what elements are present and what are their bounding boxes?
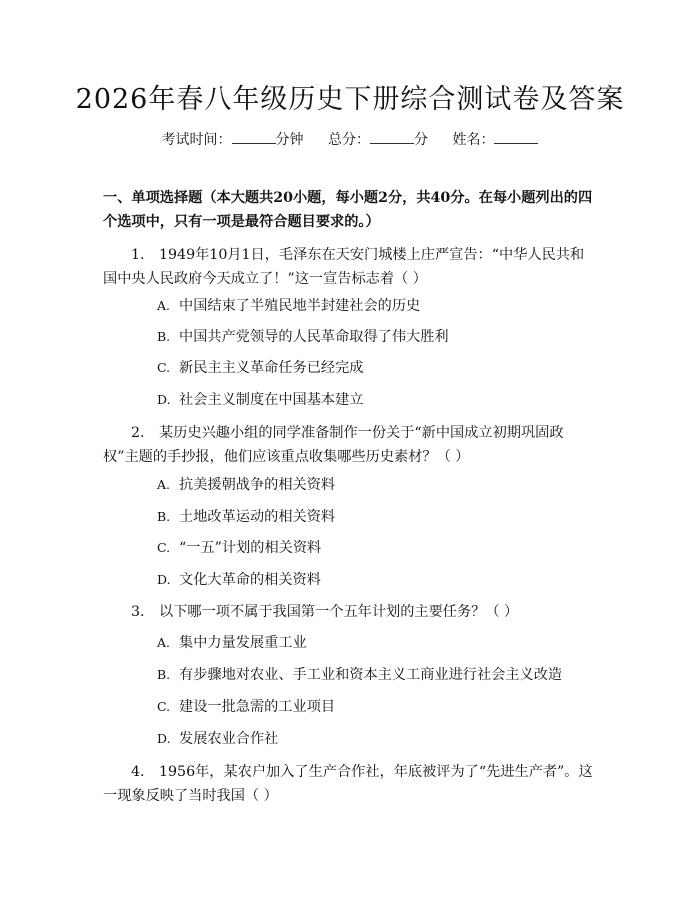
student-name-blank: [494, 131, 538, 144]
option-3c: [157, 697, 335, 717]
option-3a: [157, 633, 307, 653]
exam-time-unit: 分钟: [275, 132, 304, 148]
option-2c: [157, 538, 321, 558]
option-text: 发展农业合作社: [179, 731, 279, 747]
question-number: 4.: [131, 764, 145, 780]
option-text: 建设一批急需的工业项目: [179, 699, 336, 715]
option-letter: A.: [157, 477, 171, 492]
total-score-field: [328, 130, 428, 150]
option-text: 集中力量发展重工业: [179, 635, 307, 651]
exam-time-label: 考试时间：: [161, 132, 232, 148]
question-2: [103, 421, 597, 469]
question-1: [103, 243, 597, 291]
option-letter: B.: [157, 509, 171, 524]
option-text: 土地改革运动的相关资料: [179, 509, 336, 525]
option-letter: D.: [157, 731, 171, 746]
option-2a: [157, 475, 335, 495]
option-3b: [157, 665, 562, 685]
total-score-blank: [370, 131, 414, 144]
option-letter: C.: [157, 360, 171, 375]
question-number: 2.: [131, 425, 145, 441]
option-text: 中国结束了半殖民地半封建社会的历史: [179, 298, 421, 314]
section-heading: 一、单项选择题（本大题共20小题，每小题2分，共40分。在每小题列出的四个选项中，只有一项是最符合题目要求的。）: [103, 190, 593, 230]
option-1d: [157, 390, 363, 410]
question-text: 以下哪一项不属于我国第一个五年计划的主要任务？（ ）: [159, 604, 519, 620]
option-letter: C.: [157, 699, 171, 714]
option-letter: A.: [157, 298, 171, 313]
total-score-unit: 分: [414, 132, 428, 148]
exam-time-field: [162, 130, 304, 150]
question-number: 1.: [131, 247, 145, 263]
option-letter: D.: [157, 392, 171, 407]
student-name-field: [452, 130, 538, 150]
page-title: 2026年春八年级历史下册综合测试卷及答案: [75, 84, 625, 115]
option-2d: [157, 570, 321, 590]
question-number: 3.: [131, 604, 145, 620]
question-3: [103, 600, 597, 624]
exam-time-blank: [232, 131, 276, 144]
option-letter: A.: [157, 635, 171, 650]
question-text: 1956年，某农户加入了生产合作社，年底被评为了“先进生产者”。这一现象反映了当时我国（ ）: [103, 764, 593, 804]
student-name-label: 姓名：: [452, 132, 495, 148]
question-text: 某历史兴趣小组的同学准备制作一份关于“新中国成立初期巩固政权”主题的手抄报，他们应该重点收集哪些历史素材？（ ）: [103, 425, 564, 465]
option-1a: [157, 296, 420, 316]
option-letter: B.: [157, 667, 171, 682]
question-4: [103, 760, 597, 808]
option-1b: [157, 327, 449, 347]
option-3d: [157, 729, 278, 749]
option-1c: [157, 358, 363, 378]
option-text: 文化大革命的相关资料: [179, 572, 321, 588]
option-letter: B.: [157, 329, 171, 344]
option-text: 抗美援朝战争的相关资料: [179, 477, 336, 493]
option-text: 有步骤地对农业、手工业和资本主义工商业进行社会主义改造: [179, 667, 563, 683]
question-text: 1949年10月1日，毛泽东在天安门城楼上庄严宣告：“中华人民共和国中央人民政府今天成立了！”这一宣告标志着（ ）: [103, 247, 585, 287]
option-text: “一五”计划的相关资料: [179, 540, 322, 556]
option-text: 新民主主义革命任务已经完成: [179, 360, 364, 376]
option-2b: [157, 507, 335, 527]
option-text: 中国共产党领导的人民革命取得了伟大胜利: [179, 329, 449, 345]
option-text: 社会主义制度在中国基本建立: [179, 392, 364, 408]
total-score-label: 总分：: [328, 132, 370, 148]
option-letter: C.: [157, 540, 171, 555]
exam-meta: [0, 130, 700, 150]
option-letter: D.: [157, 572, 171, 587]
